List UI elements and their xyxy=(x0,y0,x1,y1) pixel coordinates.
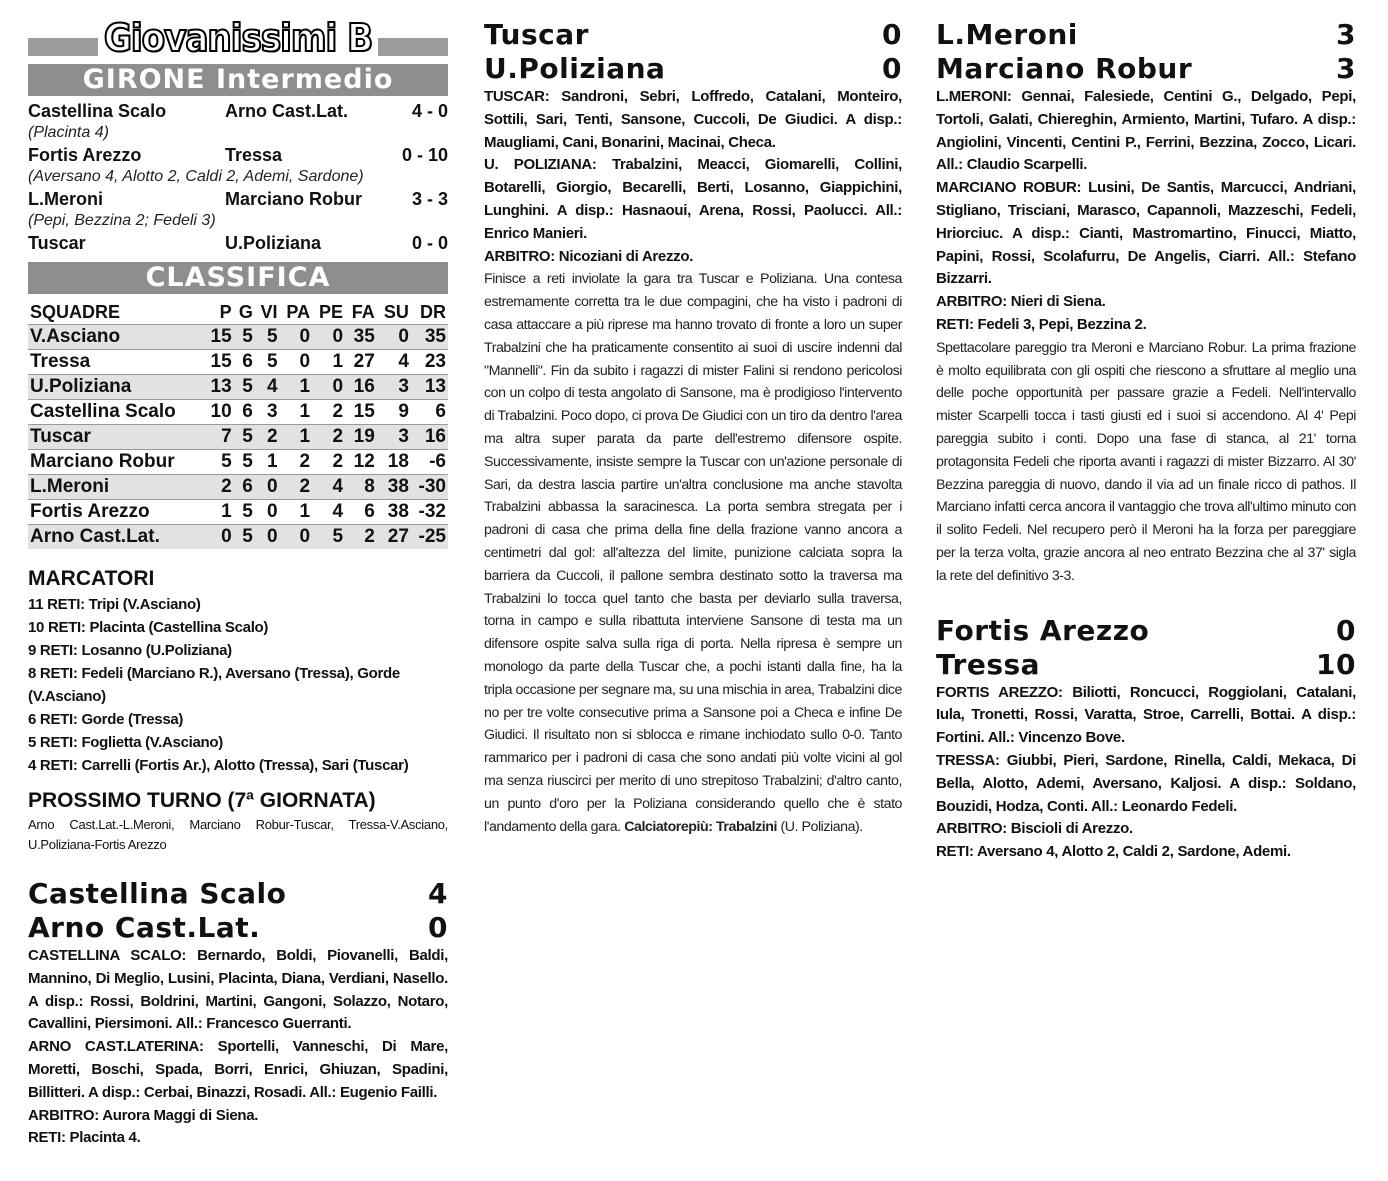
match-home-line xyxy=(936,614,1356,648)
match-away-score: 0 xyxy=(882,52,902,85)
team-name: L.Meroni xyxy=(28,475,204,500)
marcatori-line: 5 RETI: Foglietta (V.Asciano) xyxy=(28,734,223,751)
result-score: 0 - 0 xyxy=(411,233,448,253)
arbitro: ARBITRO: Aurora Maggi di Siena. xyxy=(28,1106,259,1124)
column-middle xyxy=(484,18,902,838)
result-away: Arno Cast.Lat. xyxy=(225,101,349,121)
column-right xyxy=(936,18,1356,864)
col-header: FA xyxy=(351,302,375,322)
stat-cell: 5 xyxy=(255,325,280,350)
stat-cell: 3 xyxy=(255,400,280,425)
stat-cell: 4 xyxy=(312,475,345,500)
stat-cell: 19 xyxy=(345,425,377,450)
stat-cell: 0 xyxy=(255,500,280,525)
stat-cell: 1 xyxy=(280,425,313,450)
stat-cell: 6 xyxy=(345,500,377,525)
stat-cell: 15 xyxy=(345,400,377,425)
match-away-line xyxy=(936,648,1356,682)
match-home-line xyxy=(936,18,1356,52)
stat-cell: 35 xyxy=(411,325,448,350)
result-away: Marciano Robur xyxy=(225,189,363,209)
arbitro: ARBITRO: Biscioli di Arezzo. xyxy=(936,820,1133,838)
result-row xyxy=(28,188,448,210)
standings-row xyxy=(28,450,448,475)
classifica-band: CLASSIFICA xyxy=(28,262,448,294)
stat-cell: 3 xyxy=(377,375,411,400)
match-away-line xyxy=(936,52,1356,86)
results-list xyxy=(28,100,448,254)
team-name: Fortis Arezzo xyxy=(28,500,204,525)
stat-cell: 27 xyxy=(377,525,411,550)
result-home: Castellina Scalo xyxy=(28,101,167,121)
team-name: Tressa xyxy=(28,350,204,375)
stat-cell: 1 xyxy=(280,400,313,425)
result-away: U.Poliziana xyxy=(225,233,322,253)
result-score: 0 - 10 xyxy=(401,145,448,165)
stat-cell: 0 xyxy=(204,525,234,550)
match-away-team: Tressa xyxy=(936,647,1041,681)
stat-cell: 6 xyxy=(411,400,448,425)
standings-row xyxy=(28,375,448,400)
match-home-line xyxy=(28,877,448,911)
marcatori-line: 4 RETI: Carrelli (Fortis Ar.), Alotto (Tressa), Sari (Tuscar) xyxy=(28,757,409,774)
col-header: SU xyxy=(383,302,409,322)
result-row xyxy=(28,100,448,122)
home-lineup: FORTIS AREZZO: Biliotti, Roncucci, Roggiolani, Catalani, Iula, Tronetti, Rossi, Varatta, Stroe, Carrelli, Bottai. A disp.: Fortini. All.: Vincenzo Bove. xyxy=(936,683,1356,747)
stat-cell: 27 xyxy=(345,350,377,375)
reti: RETI: Aversano 4, Alotto 2, Caldi 2, Sardone, Ademi. xyxy=(936,843,1291,861)
match-fortis xyxy=(936,614,1356,864)
stat-cell: 6 xyxy=(234,475,255,500)
stat-cell: 16 xyxy=(411,425,448,450)
stat-cell: 4 xyxy=(312,500,345,525)
match-away-line xyxy=(28,911,448,945)
col-header: PA xyxy=(286,302,311,322)
match-away-team: Marciano Robur xyxy=(936,52,1193,85)
match-home-team: Castellina Scalo xyxy=(28,877,287,910)
article-text: Finisce a reti inviolate la gara tra Tuscar e Poliziana. Una contesa estremamente corretta tra le due compagini, che ha visto i padroni di casa attaccare a più riprese ma hanno trovato di fronte a loro un super Trabalzini che ha praticamente consentito ai suoi di uscire indenni dal "Mannelli". Fin da subito i ragazzi di mister Falini si rendono pericolosi con un colpo di testa angolato di Sansone, ma è prodigioso l'intervento di Trabalzini. Poco dopo, ci prova De Giudici con un tiro da dentro l'area ma altra super parata da parte dell'estremo difensore ospite. Successivamente, insiste sempre la Tuscar con un'azione personale di Sari, da destra lascia partire un'altra conclusione ma anche stavolta Trabalzini abbassa la saracinesca. La porta sembra stregata per i padroni di casa che prima della fine della frazione vanno ancora a centimetri dal gol: all'altezza del limite, punizione calciata sopra la barriera da Cuccoli, il pallone sembra destinato sotto la traversa ma Trabalzini lo tocca quel tanto che basta per deviarlo sulla traversa, torna in campo e sulla ribattuta interviene Sansone di testa ma un difensore ospite salva sulla riga di porta. Nella ripresa è sempre un monologo da parte della Tuscar che, a pochi istanti dalla fine, ha la tripla occasione per segnare ma, su una mischia in area, Trabalzini dice no per tre volte consecutive prima a Sansone poi a Checa e infine De Giudici. Il risultato non si sblocca e rimane inchiodato sullo 0-0. Tanto rammarico per i padroni di casa che sono andati più volte vicini al gol ma senza riuscirci per merito di uno strepitoso Trabalzini; d'altro canto, un punto d'oro per la Poliziana considerando quello che è stato l'andamento della gara. xyxy=(484,271,902,835)
team-name: U.Poliziana xyxy=(28,375,204,400)
marcatori-title: MARCATORI xyxy=(28,567,155,590)
stat-cell: 4 xyxy=(255,375,280,400)
stat-cell: 0 xyxy=(280,325,313,350)
stat-cell: 2 xyxy=(312,450,345,475)
stat-cell: 10 xyxy=(204,400,234,425)
team-name: Tuscar xyxy=(28,425,204,450)
stat-cell: 18 xyxy=(377,450,411,475)
match-away-team: U.Poliziana xyxy=(484,52,666,85)
match-article xyxy=(484,268,902,838)
stat-cell: 1 xyxy=(255,450,280,475)
marcatori-line: 6 RETI: Gorde (Tressa) xyxy=(28,711,184,728)
reti: RETI: Fedeli 3, Pepi, Bezzina 2. xyxy=(936,315,1147,333)
standings-header-row xyxy=(28,300,448,325)
standings-body xyxy=(28,325,448,550)
result-score: 3 - 3 xyxy=(411,189,448,209)
calciatorepiu-team: (U. Poliziana). xyxy=(780,818,863,835)
col-header: VI xyxy=(260,302,278,322)
stat-cell: 8 xyxy=(345,475,377,500)
stat-cell: 6 xyxy=(234,350,255,375)
section-title xyxy=(28,18,448,58)
result-home: Fortis Arezzo xyxy=(28,145,142,165)
team-name: V.Asciano xyxy=(28,325,204,350)
column-left xyxy=(28,18,448,1150)
marcatori-list xyxy=(28,593,448,777)
home-lineup: TUSCAR: Sandroni, Sebri, Loffredo, Catalani, Monteiro, Sottili, Sari, Tenti, Sansone, Cuccoli, De Giudici. A disp.: Maugliami, Cani, Bonarini, Macinai, Checa. xyxy=(484,88,902,151)
stat-cell: 7 xyxy=(204,425,234,450)
stat-cell: -30 xyxy=(411,475,448,500)
col-header: PE xyxy=(319,302,344,322)
stat-cell: 5 xyxy=(312,525,345,550)
stat-cell: 1 xyxy=(204,500,234,525)
arbitro: ARBITRO: Nieri di Siena. xyxy=(936,293,1106,311)
home-lineup: CASTELLINA SCALO: Bernardo, Boldi, Piovanelli, Baldi, Mannino, Di Meglio, Lusini, Placinta, Diana, Verdiani, Nasello. A disp.: Rossi, Boldrini, Martini, Gangoni, Solazzo, Notaro, Cavallini, Piersimoni. All.: Francesco Guerranti. xyxy=(28,947,448,1033)
match-home-score: 0 xyxy=(1336,613,1356,647)
stat-cell: 15 xyxy=(204,325,234,350)
stat-cell: 13 xyxy=(411,375,448,400)
col-header: G xyxy=(238,302,253,322)
marcatori-line: 11 RETI: Tripi (V.Asciano) xyxy=(28,596,201,613)
stat-cell: 0 xyxy=(280,525,313,550)
result-scorers: (Placinta 4) xyxy=(28,124,109,141)
stat-cell: 38 xyxy=(377,475,411,500)
stat-cell: 35 xyxy=(345,325,377,350)
result-scorers: (Pepi, Bezzina 2; Fedeli 3) xyxy=(28,212,216,229)
stat-cell: 5 xyxy=(234,425,255,450)
result-row xyxy=(28,232,448,254)
away-lineup: U. POLIZIANA: Trabalzini, Meacci, Giomarelli, Collini, Botarelli, Giorgio, Becarelli, Berti, Losanno, Giappichini, Lunghini. A disp.: Hasnaoui, Arena, Rossi, Paolucci. All.: Enrico Manieri. xyxy=(484,156,902,242)
stat-cell: 12 xyxy=(345,450,377,475)
stat-cell: 2 xyxy=(312,400,345,425)
stat-cell: 0 xyxy=(312,375,345,400)
reti: RETI: Placinta 4. xyxy=(28,1129,141,1147)
section-title-text: Giovanissimi B xyxy=(98,18,378,58)
match-article: Spettacolare pareggio tra Meroni e Marciano Robur. La prima frazione è molto equilibrata con gli ospiti che riescono a sfruttare al meglio una delle poche opportunità per passare grazie a Fedeli. Nell'intervallo mister Scarpelli tocca i tasti giusti ed i suoi si accendono. Al 4' Pepi pareggia subito i conti. Dopo una fase di stanca, al 21' torna protagonsita Fedeli che riporta avanti i ragazzi di mister Bizzarro. Al 30' Bezzina pareggia di nuovo, dando il via ad un finale ricco di pathos. Il Marciano infatti cerca ancora il vantaggio che trova all'ultimo minuto con il solito Fedeli. Nel recupero però il Meroni ha la forza per pareggiare per la terza volta, grazie ancora al neo entrato Bezzina che al 37' sigla la rete del definitivo 3-3. xyxy=(936,339,1356,584)
result-score: 4 - 0 xyxy=(411,101,448,121)
col-header: SQUADRE xyxy=(30,302,121,322)
stat-cell: 13 xyxy=(204,375,234,400)
away-lineup: MARCIANO ROBUR: Lusini, De Santis, Marcucci, Andriani, Stigliano, Trisciani, Marasco, Capannoli, Mazzeschi, Fedeli, Hriorciuc. A disp.: Cianti, Mastromartino, Finucci, Miatto, Papini, Rossi, Scolafurru, De Angelis, Ciarri. All.: Stefano Bizzarri. xyxy=(936,179,1356,288)
match-away-score: 0 xyxy=(428,911,448,944)
result-home: Tuscar xyxy=(28,233,86,253)
stat-cell: 1 xyxy=(312,350,345,375)
stat-cell: 2 xyxy=(255,425,280,450)
stat-cell: 1 xyxy=(280,375,313,400)
standings-row xyxy=(28,350,448,375)
stat-cell: 2 xyxy=(345,525,377,550)
team-name: Marciano Robur xyxy=(28,450,204,475)
match-away-score: 10 xyxy=(1316,647,1356,681)
stat-cell: 0 xyxy=(255,475,280,500)
match-castellina xyxy=(28,877,448,1150)
standings-table xyxy=(28,300,448,549)
marcatori-line: 10 RETI: Placinta (Castellina Scalo) xyxy=(28,619,269,636)
stat-cell: 5 xyxy=(204,450,234,475)
stat-cell: 5 xyxy=(234,325,255,350)
result-away: Tressa xyxy=(225,145,283,165)
match-home-score: 3 xyxy=(1336,18,1356,51)
stat-cell: 0 xyxy=(255,525,280,550)
stat-cell: -32 xyxy=(411,500,448,525)
stat-cell: 23 xyxy=(411,350,448,375)
standings-row xyxy=(28,425,448,450)
match-home-line xyxy=(484,18,902,52)
standings-row xyxy=(28,475,448,500)
result-home: L.Meroni xyxy=(28,189,103,209)
stat-cell: 0 xyxy=(312,325,345,350)
stat-cell: 15 xyxy=(204,350,234,375)
stat-cell: 5 xyxy=(234,450,255,475)
stat-cell: 1 xyxy=(280,500,313,525)
calciatorepiu-label: Calciatorepiù: Trabalzini xyxy=(624,818,777,835)
col-header: DR xyxy=(420,302,446,322)
result-scorers: (Aversano 4, Alotto 2, Caldi 2, Ademi, Sardone) xyxy=(28,168,364,185)
stat-cell: 2 xyxy=(280,475,313,500)
away-lineup: TRESSA: Giubbi, Pieri, Sardone, Rinella, Caldi, Mekaca, Di Bella, Alotto, Ademi, Aversano, Kaljosi. A disp.: Soldano, Bouzidi, Hodza, Conti. All.: Leonardo Fedeli. xyxy=(936,751,1356,815)
result-row xyxy=(28,144,448,166)
standings-row xyxy=(28,500,448,525)
stat-cell: 2 xyxy=(204,475,234,500)
standings-row xyxy=(28,400,448,425)
arbitro: ARBITRO: Nicoziani di Arezzo. xyxy=(484,247,694,265)
stat-cell: 2 xyxy=(280,450,313,475)
match-away-score: 3 xyxy=(1336,52,1356,85)
team-name: Castellina Scalo xyxy=(28,400,204,425)
match-home-team: Tuscar xyxy=(484,18,589,51)
marcatori-line: 9 RETI: Losanno (U.Poliziana) xyxy=(28,642,232,659)
match-away-line xyxy=(484,52,902,86)
match-home-score: 0 xyxy=(882,18,902,51)
stat-cell: 16 xyxy=(345,375,377,400)
prossimo-turno-title: PROSSIMO TURNO (7ª GIORNATA) xyxy=(28,789,376,812)
stat-cell: 5 xyxy=(234,375,255,400)
stat-cell: 6 xyxy=(234,400,255,425)
match-away-team: Arno Cast.Lat. xyxy=(28,911,261,944)
stat-cell: 3 xyxy=(377,425,411,450)
stat-cell: -25 xyxy=(411,525,448,550)
standings-row xyxy=(28,325,448,350)
match-home-team: Fortis Arezzo xyxy=(936,613,1150,647)
stat-cell: 2 xyxy=(312,425,345,450)
stat-cell: 5 xyxy=(255,350,280,375)
away-lineup: ARNO CAST.LATERINA: Sportelli, Vanneschi, Di Mare, Moretti, Boschi, Spada, Borri, Enrici, Ghiuzan, Spadini, Billitteri. A disp.: Cerbai, Binazzi, Rosadi. All.: Eugenio Failli. xyxy=(28,1038,448,1101)
match-home-team: L.Meroni xyxy=(936,18,1078,51)
stat-cell: 4 xyxy=(377,350,411,375)
stat-cell: 5 xyxy=(234,525,255,550)
match-meroni xyxy=(936,18,1356,588)
stat-cell: 0 xyxy=(280,350,313,375)
marcatori-line: 8 RETI: Fedeli (Marciano R.), Aversano (Tressa), Gorde (V.Asciano) xyxy=(28,665,400,705)
col-header: P xyxy=(219,302,232,322)
standings-row xyxy=(28,525,448,550)
stat-cell: 0 xyxy=(377,325,411,350)
stat-cell: -6 xyxy=(411,450,448,475)
stat-cell: 9 xyxy=(377,400,411,425)
match-home-score: 4 xyxy=(428,877,448,910)
team-name: Arno Cast.Lat. xyxy=(28,525,204,550)
home-lineup: L.MERONI: Gennai, Falesiede, Centini G., Delgado, Pepi, Tortoli, Galati, Chiereghin, Armiento, Martini, Tufaro. A disp.: Angiolini, Vincenti, Centini P., Ferrini, Bezzina, Zocco, Licari. All.: Claudio Scarpelli. xyxy=(936,88,1356,174)
stat-cell: 5 xyxy=(234,500,255,525)
stat-cell: 38 xyxy=(377,500,411,525)
girone-band: GIRONE Intermedio xyxy=(28,64,448,96)
prossimo-turno-text: Arno Cast.Lat.-L.Meroni, Marciano Robur-Tuscar, Tressa-V.Asciano, U.Poliziana-Fortis Arezzo xyxy=(28,817,448,852)
